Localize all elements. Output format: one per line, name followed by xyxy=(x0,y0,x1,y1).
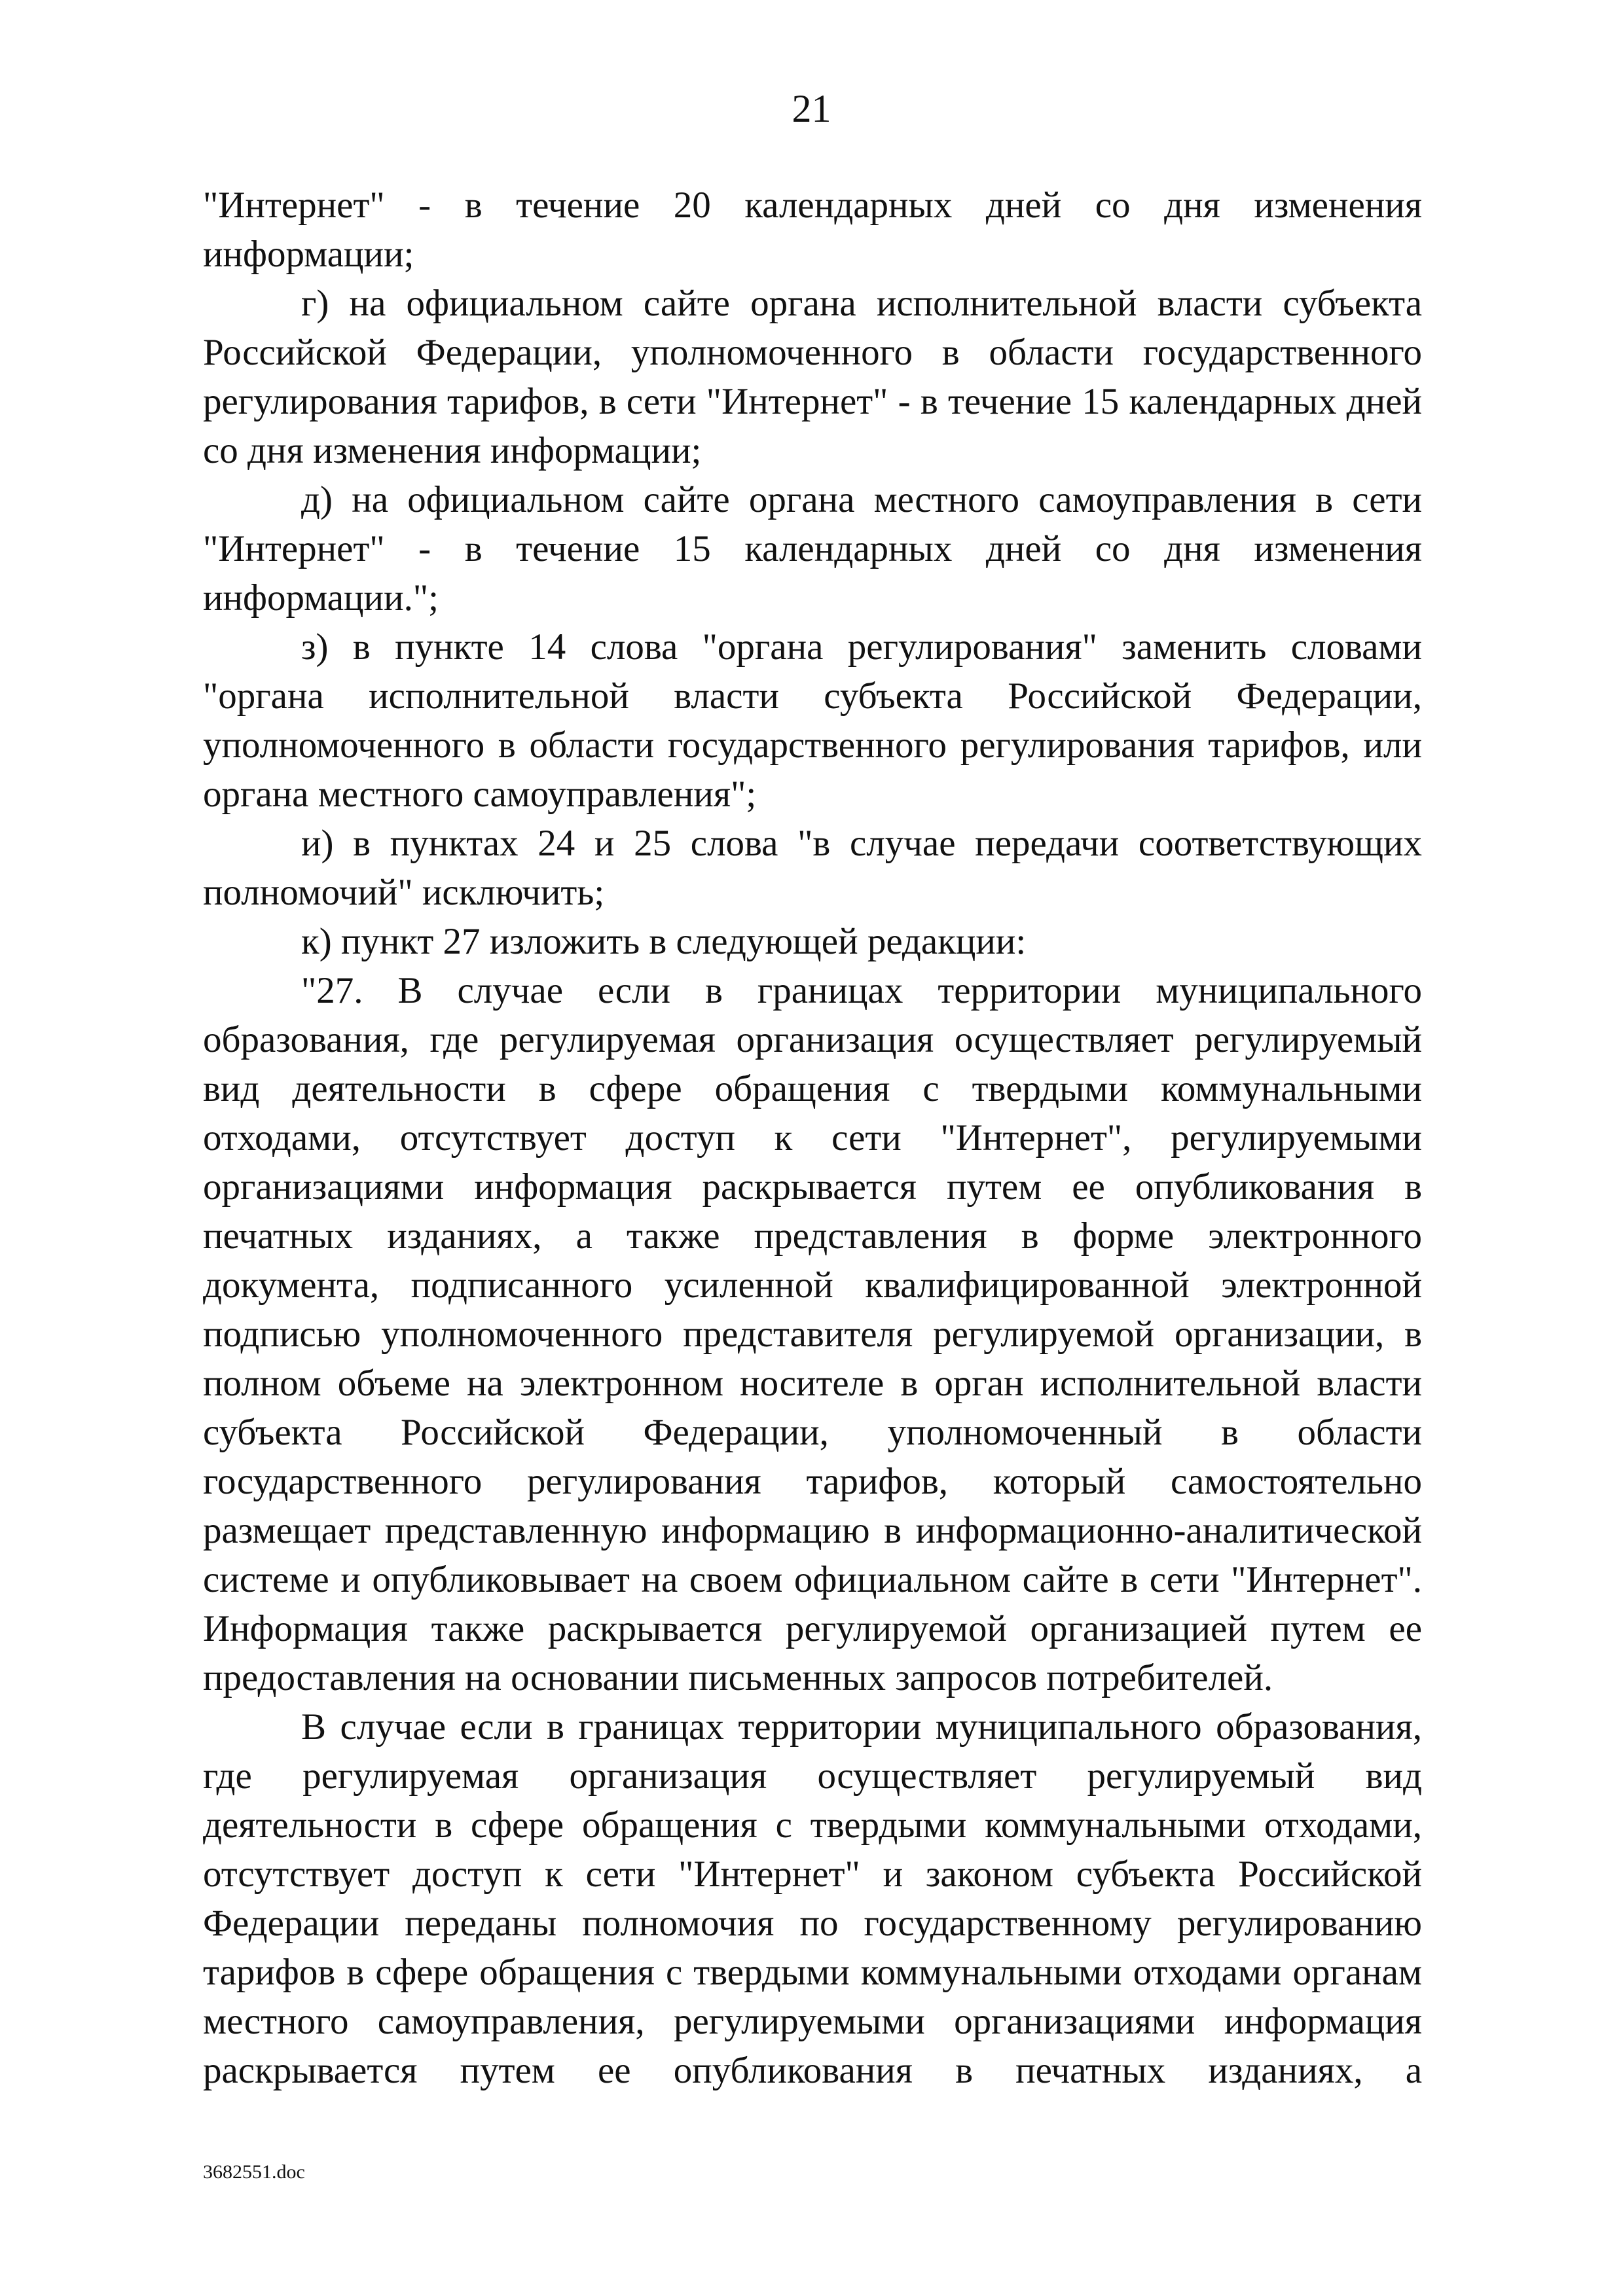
paragraph-point-27: "27. В случае если в границах территории муниципального образования, где регулируемая организация осуществляет регулируемый вид деятельности в сфере обращения с твердыми коммунальными отходами, отсутствует доступ к сети "Интернет", регулируемыми организациями информация раскрывается путем ее опубликования в печатных изданиях, а также представления в форме электронного документа, подписанного усиленной квалифицированной электронной подписью уполномоченного представителя регулируемой организации, в полном объеме на электронном носителе в орган исполнительной власти субъекта Российской Федерации, уполномоченный в области государственного регулирования тарифов, который самостоятельно размещает представленную информацию в информационно-аналитической системе и опубликовывает на своем официальном сайте в сети "Интернет". Информация также раскрывается регулируемой организацией путем ее предоставления на основании письменных запросов потребителей. xyxy=(203,970,1422,1698)
paragraph-item-g: г) на официальном сайте органа исполнительной власти субъекта Российской Федерации, уполномоченного в области государственного регулирования тарифов, в сети "Интернет" - в течение 15 календарных дней со дня изменения информации; xyxy=(203,283,1422,471)
document-footer-filename: 3682551.doc xyxy=(203,2161,305,2183)
paragraph-point-27-second: В случае если в границах территории муниципального образования, где регулируемая организация осуществляет регулируемый вид деятельности в сфере обращения с твердыми коммунальными отходами, отсутствует доступ к сети "Интернет" и законом субъекта Российской Федерации переданы полномочия по государственному регулированию тарифов в сфере обращения с твердыми коммунальными отходами органам местного самоуправления, регулируемыми организациями информация раскрывается путем ее опубликования в печатных изданиях, а xyxy=(203,1706,1422,2091)
paragraph-internet-20-days: "Интернет" - в течение 20 календарных дней со дня изменения информации; xyxy=(203,185,1422,275)
paragraph-item-k: к) пункт 27 изложить в следующей редакции: xyxy=(301,921,1027,962)
page-number: 21 xyxy=(792,87,831,130)
paragraph-item-d: д) на официальном сайте органа местного самоуправления в сети "Интернет" - в течение 15 календарных дней со дня изменения информации."; xyxy=(203,479,1422,619)
paragraph-item-i: и) в пунктах 24 и 25 слова "в случае передачи соответствующих полномочий" исключить; xyxy=(203,823,1422,913)
paragraph-item-z: з) в пункте 14 слова "органа регулирования" заменить словами "органа исполнительной власти субъекта Российской Федерации, уполномоченного в области государственного регулирования тарифов, или органа местного самоуправления"; xyxy=(203,626,1422,815)
document-body xyxy=(203,181,1422,2095)
